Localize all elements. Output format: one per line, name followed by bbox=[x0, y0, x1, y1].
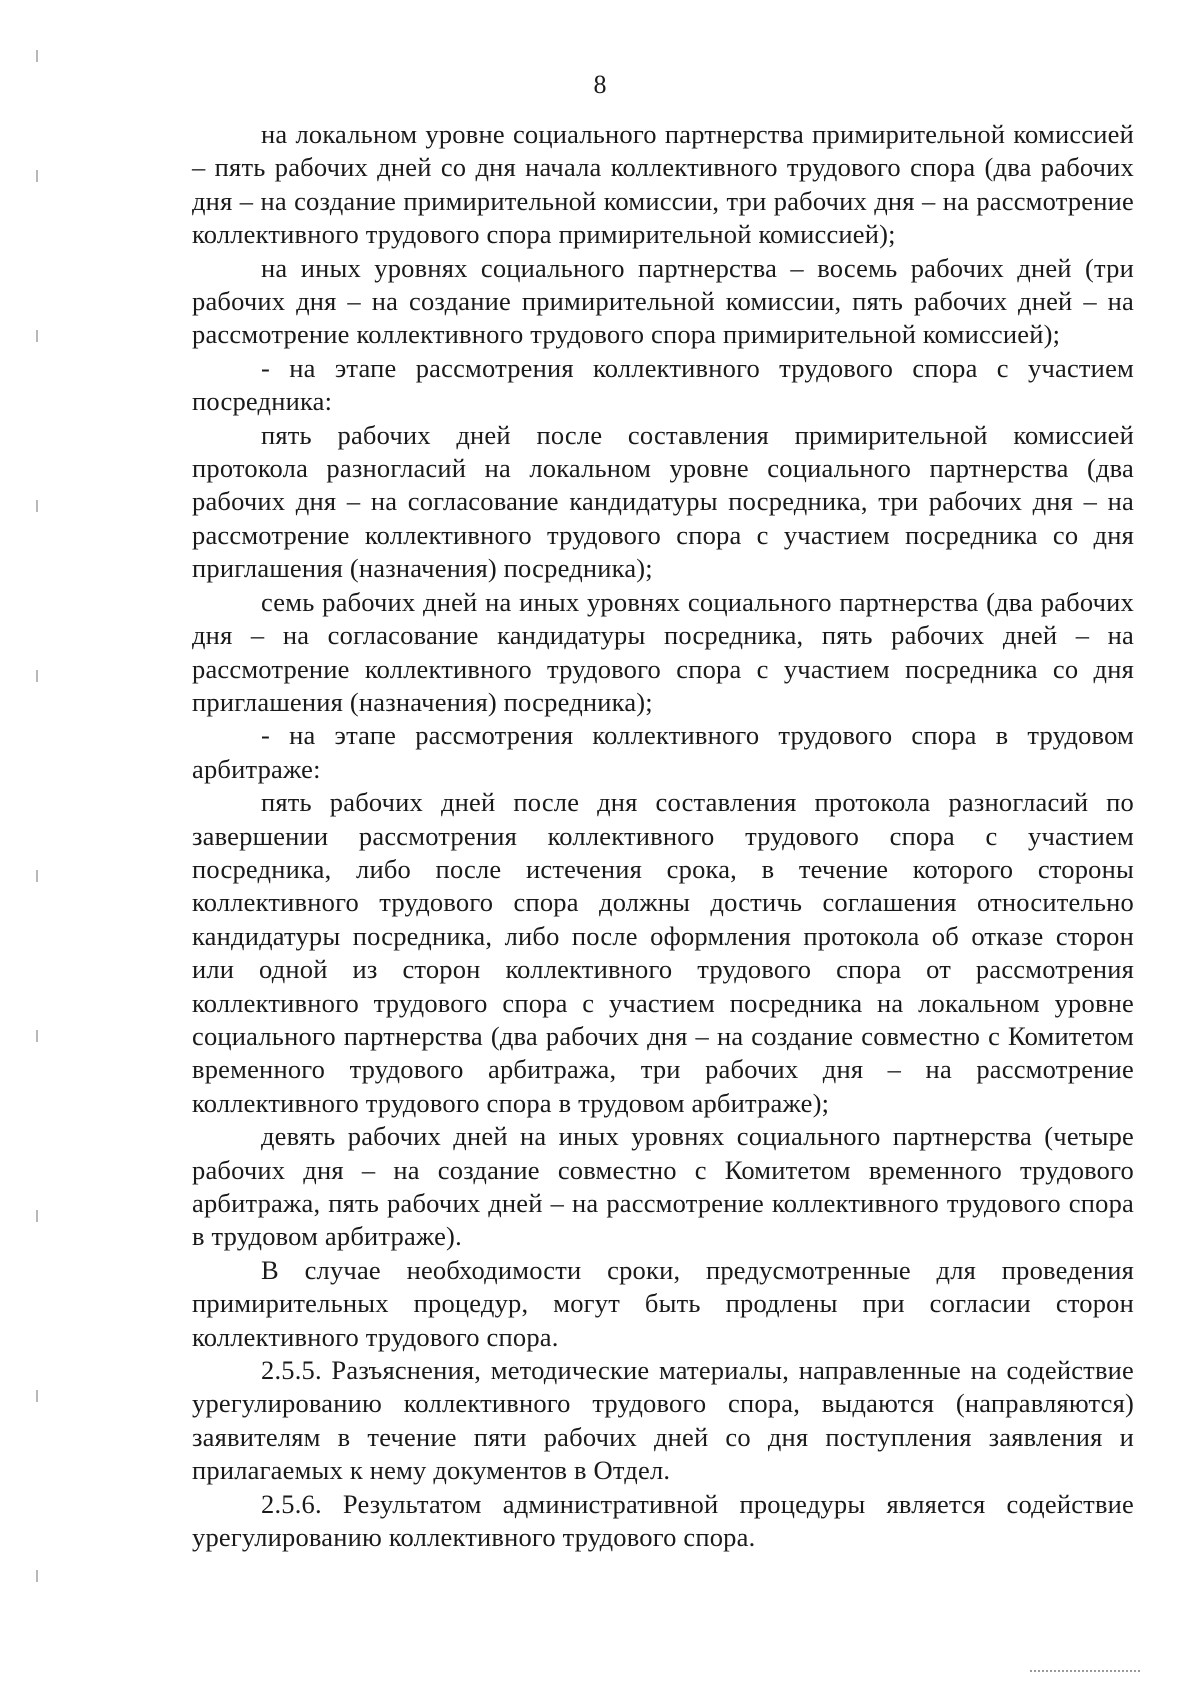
paragraph-other-levels-commission: на иных уровнях социального партнерства – восемь рабочих дней (три рабочих дня – на создание примирительной комиссии, пять рабочих дней – на рассмотрение коллективного трудового спора примирительной комиссией); bbox=[192, 252, 1134, 350]
scan-footer-mark bbox=[1030, 1670, 1140, 1675]
paragraph-local-level-commission: на локальном уровне социального партнерства примирительной комиссией – пять рабочих дней со дня начала коллективного трудового спора (два рабочих дня – на создание примирительной комиссии, три рабочих дня – на рассмотрение коллективного трудового спора примирительной комиссией); bbox=[192, 119, 1134, 250]
paragraph-arbitration-other-levels: девять рабочих дней на иных уровнях социального партнерства (четыре рабочих дня – на создание совместно с Комитетом временного трудового арбитража, пять рабочих дней – на рассмотрение коллективного трудового спора в трудовом арбитраже). bbox=[192, 1121, 1134, 1252]
scan-margin-marks bbox=[28, 30, 48, 1670]
paragraph-mediator-stage: - на этапе рассмотрения коллективного трудового спора с участием посредника: bbox=[192, 352, 1134, 417]
paragraph-mediator-other-levels: семь рабочих дней на иных уровнях социального партнерства (два рабочих дня – на согласование кандидатуры посредника, пять рабочих дней – на рассмотрение коллективного трудового спора с участием посредника со дня приглашения (назначения) посредника); bbox=[192, 586, 1134, 717]
paragraph-2-5-6: 2.5.6. Результатом административной процедуры является содействие урегулированию коллективного трудового спора. bbox=[192, 1488, 1134, 1553]
paragraph-arbitration-local-level: пять рабочих дней после дня составления протокола разногласий по завершении рассмотрения коллективного трудового спора с участием посредника, либо после истечения срока, в течение которого стороны коллективного трудового спора должны достичь соглашения относительно кандидатуры посредника, либо после оформления протокола об отказе сторон или одной из сторон коллективного трудового спора от рассмотрения коллективного трудового спора с участием посредника на локальном уровне социального партнерства (два рабочих дня – на создание совместно с Комитетом временного трудового арбитража, три рабочих дня – на рассмотрение коллективного трудового спора в трудовом арбитраже); bbox=[192, 787, 1134, 1118]
paragraph-arbitration-stage: - на этапе рассмотрения коллективного трудового спора в трудовом арбитраже: bbox=[192, 720, 1134, 784]
page-number: 8 bbox=[593, 70, 607, 99]
paragraph-extension-of-terms: В случае необходимости сроки, предусмотренные для проведения примирительных процедур, могут быть продлены при согласии сторон коллективного трудового спора. bbox=[192, 1254, 1134, 1352]
document-body bbox=[192, 118, 1134, 1554]
paragraph-2-5-5: 2.5.5. Разъяснения, методические материалы, направленные на содействие урегулированию коллективного трудового спора, выдаются (направляются) заявителям в течение пяти рабочих дней со дня поступления заявления и прилагаемых к нему документов в Отдел. bbox=[192, 1355, 1134, 1486]
paragraph-mediator-local-level: пять рабочих дней после составления примирительной комиссией протокола разногласий на локальном уровне социального партнерства (два рабочих дня – на согласование кандидатуры посредника, три рабочих дня – на рассмотрение коллективного трудового спора с участием посредника со дня приглашения (назначения) посредника); bbox=[192, 419, 1134, 584]
